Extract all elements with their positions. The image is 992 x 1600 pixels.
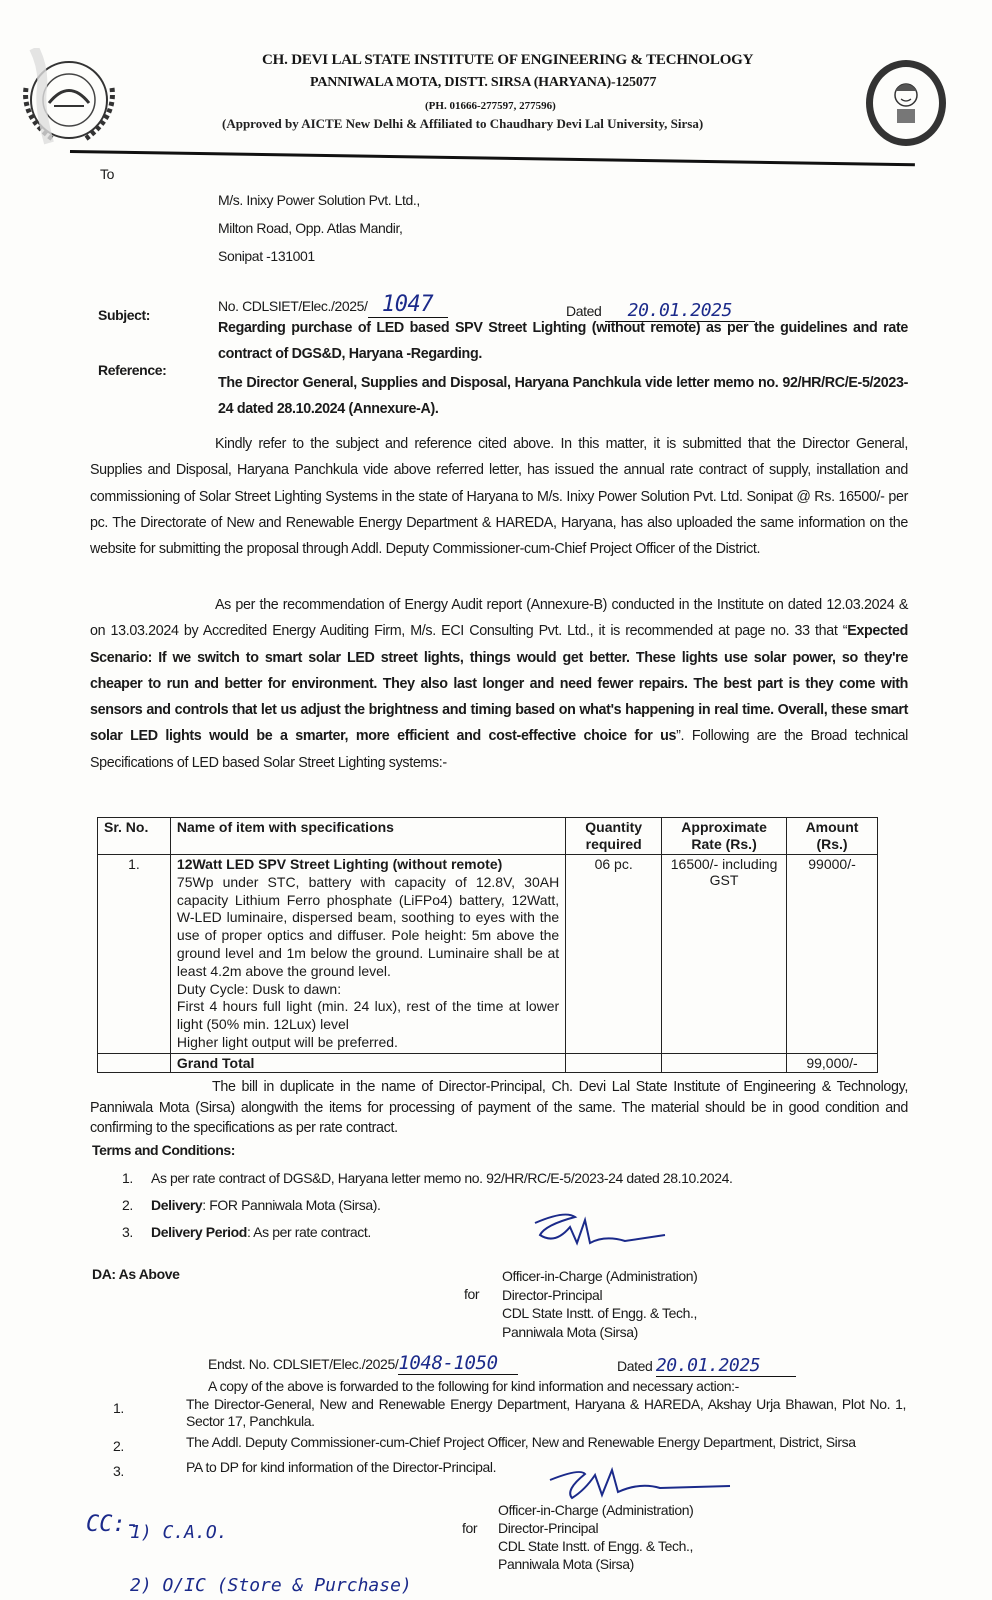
item-spec: 75Wp under STC, battery with capacity of 12.8V, 30AH capacity Lithium Ferro phosphate (LiFPo4) battery, 12Watt, W-LED luminaire, dispersed beam, soothing to eyes with the use of proper optics and diffuser. Pole height: 5m above the ground level and 1m below the ground. Luminaire shall be at least 4.2m above the ground level. — [176, 873, 560, 979]
term-item-2: 2. Delivery: FOR Panniwala Mota (Sirsa). — [122, 1197, 381, 1213]
recipient-line-2: Milton Road, Opp. Atlas Mandir, — [218, 220, 403, 236]
terms-heading: Terms and Conditions: — [92, 1142, 236, 1158]
table-row — [98, 855, 878, 1054]
row-rate: 16500/- including GST — [662, 855, 787, 1054]
handwritten-cc-item-1: 1) C.A.O. — [130, 1522, 228, 1543]
govt-emblem-logo — [14, 48, 124, 148]
signature-icon — [515, 1205, 685, 1255]
grand-total-value: 99,000/- — [787, 1053, 878, 1072]
endst-prefix: Endst. No. CDLSIET/Elec./2025/ — [208, 1356, 399, 1372]
term-item-1: 1. As per rate contract of DGS&D, Haryana letter memo no. 92/HR/RC/E-5/2023-24 dated 28.10.2024. — [122, 1170, 733, 1186]
institute-address: PANNIWALA MOTA, DISTT. SIRSA (HARYANA)-125077 — [310, 75, 657, 90]
grand-total-label: Grand Total — [170, 1053, 565, 1072]
reference-label: Reference: — [98, 362, 167, 378]
sig2-director: Director-Principal — [498, 1520, 599, 1536]
item-preference: Higher light output will be preferred. — [176, 1033, 398, 1050]
approval-text: (Approved by AICTE New Delhi & Affiliated to Chaudhary Devi Lal University, Sirsa) — [222, 116, 704, 131]
header-quantity: Quantity required — [566, 818, 662, 855]
grand-total-empty — [98, 1053, 171, 1072]
to-label: To — [100, 166, 114, 182]
girl-reading-icon — [873, 67, 939, 139]
billing-paragraph: The bill in duplicate in the name of Director-Principal, Ch. Devi Lal State Institute of Engineering & Technology, Panniwala Mota (Sirsa) alongwith the items for processing of payment of the same. The material should be in good condition and confirming to the specifications as per rate contract. — [90, 1079, 908, 1136]
grand-total-empty-rate — [662, 1053, 787, 1072]
sig-director: Director-Principal — [502, 1286, 603, 1303]
row-amount: 99000/- — [787, 855, 878, 1054]
sig2-title: Officer-in-Charge (Administration) — [498, 1502, 694, 1518]
header-divider — [70, 150, 915, 166]
letter-number-handwritten: 1047 — [368, 292, 448, 318]
endst-handwritten-no: 1048-1050 — [398, 1352, 518, 1375]
sig-title: Officer-in-Charge (Administration) — [502, 1268, 698, 1284]
emblem-icon — [14, 48, 124, 148]
grand-total-empty-qty — [566, 1053, 662, 1072]
for-label-1: for — [464, 1286, 480, 1302]
subject-label: Subject: — [98, 307, 151, 323]
handwritten-cc-label: CC:- — [86, 1512, 139, 1537]
body-paragraph-2 — [90, 592, 908, 776]
para2-end: ”. Following are the Broad technical Specifications of LED based Solar Street Lighting systems:- — [90, 728, 908, 771]
recipient-line-3: Sonipat -131001 — [218, 248, 315, 264]
letter-number-prefix: No. CDLSIET/Elec./2025/ — [218, 298, 368, 314]
endorsement-item-3: 3. PA to DP for kind information of the Director-Principal. — [113, 1459, 497, 1479]
term-item-3: 3. Delivery Period: As per rate contract. — [122, 1224, 371, 1240]
sig2-institute: CDL State Instt. of Engg. & Tech., — [498, 1538, 693, 1554]
sig-place: Panniwala Mota (Sirsa) — [502, 1323, 638, 1340]
dated-label: Dated — [566, 303, 602, 319]
handwritten-cc-item-2: 2) O/IC (Store & Purchase) — [130, 1575, 412, 1596]
row-item-spec — [170, 855, 565, 1054]
endorsement-number — [208, 1352, 518, 1375]
para2-start: As per the recommendation of Energy Audit report (Annexure-B) conducted in the Institute on dated 12.03.2024 & on 13.03.2024 by Accredited Energy Auditing Firm, M/s. ECI Consulting Pvt. Ltd., it is recommended at page no. 33 that “ — [90, 597, 908, 640]
header-item-name: Name of item with specifications — [170, 818, 565, 855]
endorsement-date — [617, 1355, 796, 1377]
recipient-line-1: M/s. Inixy Power Solution Pvt. Ltd., — [218, 192, 420, 208]
item-duty-cycle: Duty Cycle: Dusk to dawn: — [176, 980, 342, 997]
subject-text: Regarding purchase of LED based SPV Street Lighting (without remote) as per the guidelines and rate contract of DGS&D, Haryana -Regarding. — [218, 320, 908, 362]
institute-phone: (PH. 01666-277597, 277596) — [425, 100, 556, 112]
table-header-row — [98, 818, 878, 855]
endorsement-item-1: 1. The Director-General, New and Renewable Energy Department, Haryana & HAREDA, Akshay Urja Bhawan, Plot No. 1, Sector 17, Panchkula. — [113, 1396, 906, 1429]
letter-date-handwritten: 20.01.2025 — [605, 300, 755, 322]
endst-dated-label: Dated — [617, 1358, 653, 1374]
body-paragraph-1: Kindly refer to the subject and reference cited above. In this matter, it is submitted that the Director General, Supplies and Disposal, Haryana Panchkula vide above referred letter, has issued the annual rate contract of supply, installation and commissioning of Solar Street Lighting Systems in the state of Haryana to M/s. Inixy Power Solution Pvt. Ltd. Sonipat @ Rs. 16500/- per pc. The Directorate of New and Renewable Energy Department & HAREDA, Haryana, has also uploaded the same information on the website for submitting the proposal through Addl. Deputy Commissioner-cum-Chief Project Officer of the District. — [90, 436, 908, 558]
reference-text: The Director General, Supplies and Disposal, Haryana Panchkula vide letter memo no. 92/HR/RC/E-5/2023-24 dated 28.10.2024 (Annexure-A). — [218, 375, 908, 417]
for-label-2: for — [462, 1520, 478, 1536]
signature-block-2 — [498, 1501, 693, 1573]
signature-block-1 — [502, 1267, 697, 1341]
institute-name: CH. DEVI LAL STATE INSTITUTE OF ENGINEERING & TECHNOLOGY — [262, 52, 754, 68]
endorsement-item-2: 2. The Addl. Deputy Commissioner-cum-Chief Project Officer, New and Renewable Energy Department, District, Sirsa — [113, 1434, 856, 1454]
beti-bachao-logo — [866, 60, 946, 146]
da-label: DA: As Above — [92, 1266, 180, 1282]
header-sr-no: Sr. No. — [98, 818, 171, 855]
para2-quote: Expected Scenario: If we switch to smart solar LED street lights, things would get better. These lights use solar power, so they're cheaper to run and better for environment. They also last longer and need fewer repairs. The best part is they come with sensors and controls that let us adjust the brightness and timing based on what's happening in real time. Overall, these smart solar LED lights would be a smarter, more efficient and cost-effective choice for us — [90, 623, 908, 745]
item-title: 12Watt LED SPV Street Lighting (without remote) — [176, 856, 503, 872]
terms-list — [122, 1170, 882, 1251]
sig-institute: CDL State Instt. of Engg. & Tech., — [502, 1305, 697, 1321]
grand-total-row — [98, 1053, 878, 1072]
item-duty-detail: First 4 hours full light (min. 24 lux), rest of the time at lower light (50% min. 12Lux) level — [176, 998, 560, 1033]
endorsement-list — [113, 1396, 906, 1480]
endst-handwritten-date: 20.01.2025 — [656, 1355, 796, 1377]
sig2-place: Panniwala Mota (Sirsa) — [498, 1556, 634, 1572]
signature-icon-2 — [540, 1460, 740, 1505]
header-amount: Amount (Rs.) — [787, 818, 878, 855]
specification-table — [97, 817, 878, 1073]
header-rate: Approximate Rate (Rs.) — [662, 818, 787, 855]
row-sr-no: 1. — [98, 855, 171, 1054]
endorsement-intro: A copy of the above is forwarded to the following for kind information and necessary action:- — [208, 1378, 739, 1394]
row-quantity: 06 pc. — [566, 855, 662, 1054]
